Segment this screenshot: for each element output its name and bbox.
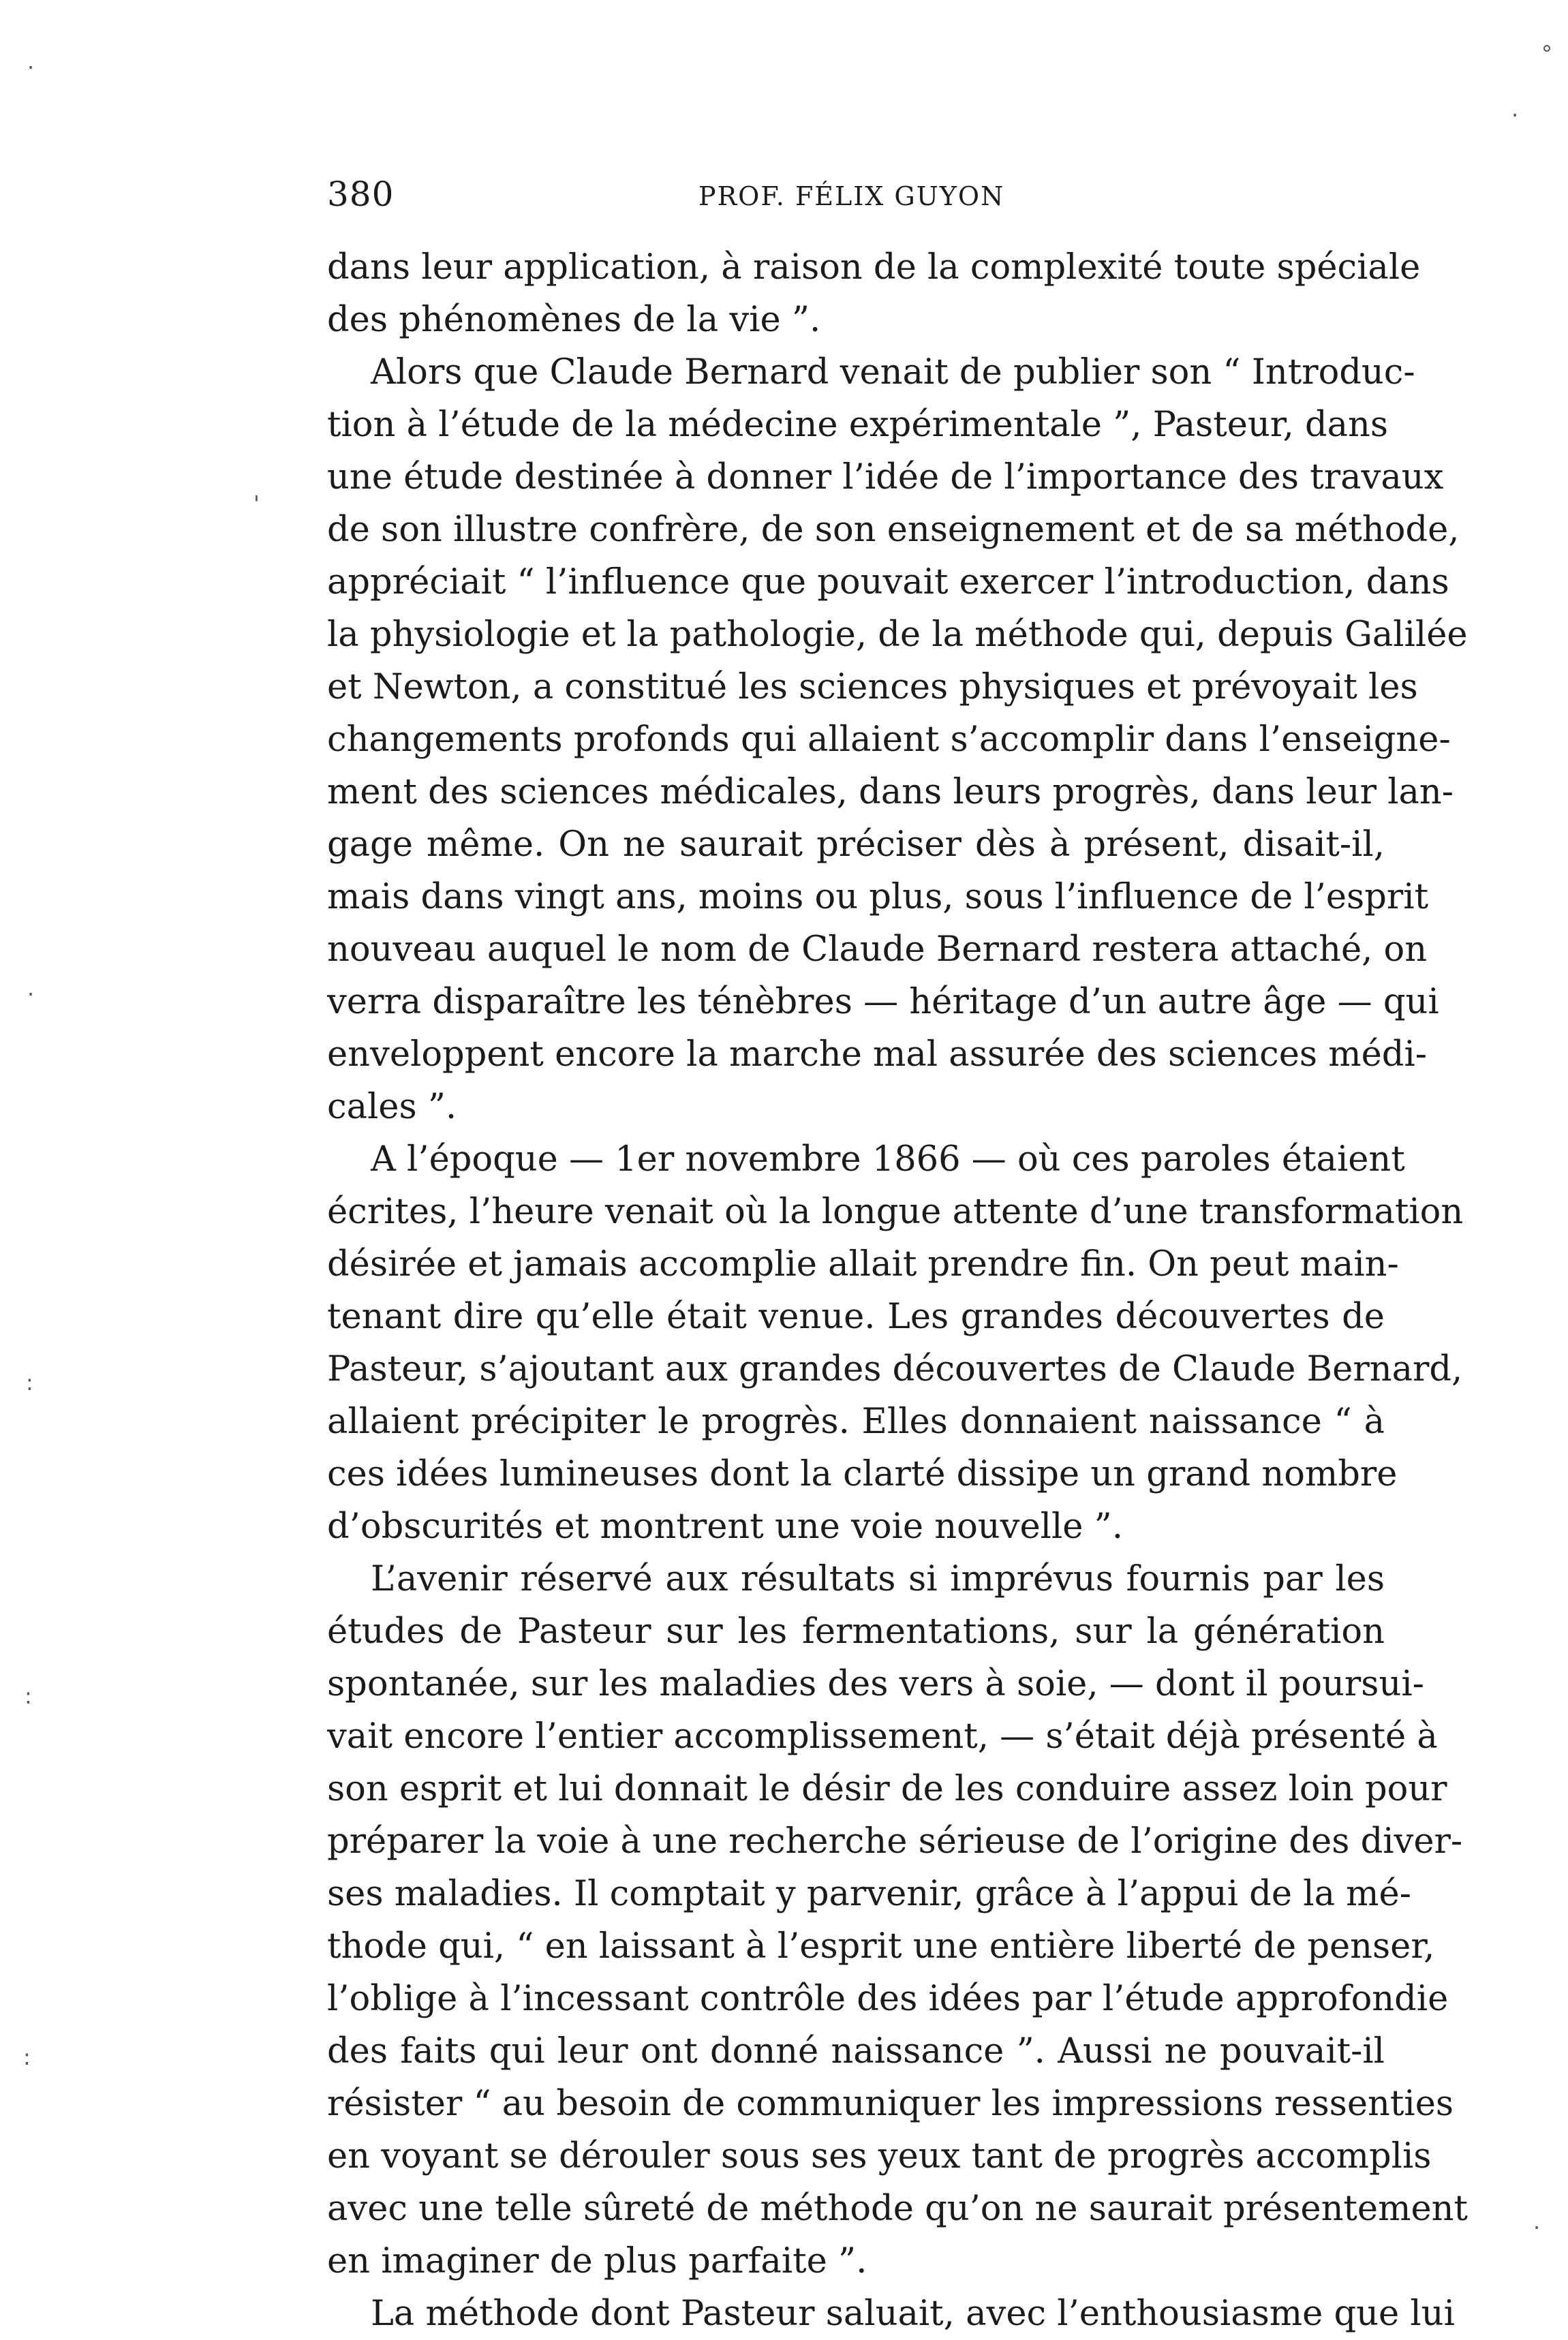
text-line: L’avenir réservé aux résultats si imprévus fournis par les: [371, 1559, 1385, 1599]
text-line: préparer la voie à une recherche sérieuse de l’origine des diver-: [327, 1821, 1463, 1862]
text-line: thode qui, “ en laissant à l’esprit une entière liberté de penser,: [327, 1926, 1435, 1967]
text-line: appréciait “ l’influence que pouvait exercer l’introduction, dans: [327, 562, 1449, 602]
page-number: 380: [327, 174, 395, 214]
text-line: vait encore l’entier accomplissement, — s’était déjà présenté à: [327, 1716, 1438, 1757]
scan-speck: :: [25, 1683, 32, 1709]
text-line: tenant dire qu’elle était venue. Les grandes découvertes de: [327, 1297, 1385, 1337]
text-line: et Newton, a constitué les sciences physiques et prévoyait les: [327, 667, 1418, 707]
text-line: cales ”.: [327, 1087, 457, 1127]
scan-speck: ·: [1511, 102, 1519, 128]
text-line: avec une telle sûreté de méthode qu’on ne saurait présentement: [327, 2189, 1468, 2229]
scan-speck: :: [26, 1370, 33, 1396]
text-line: dans leur application, à raison de la complexité toute spéciale: [327, 247, 1421, 288]
text-line: l’oblige à l’incessant contrôle des idées par l’étude approfondie: [327, 1979, 1449, 2019]
text-line: ses maladies. Il comptait y parvenir, grâce à l’appui de la mé-: [327, 1874, 1411, 1914]
text-line: nouveau auquel le nom de Claude Bernard restera attaché, on: [327, 929, 1428, 970]
text-line: de son illustre confrère, de son enseignement et de sa méthode,: [327, 510, 1460, 550]
text-line: en voyant se dérouler sous ses yeux tant de progrès accomplis: [327, 2136, 1432, 2176]
text-line: verra disparaître les ténèbres — héritage d’un autre âge — qui: [327, 982, 1439, 1022]
text-line: des faits qui leur ont donné naissance ”. Aussi ne pouvait-il: [327, 2031, 1385, 2072]
text-line: allaient précipiter le progrès. Elles donnaient naissance “ à: [327, 1402, 1385, 1442]
text-line: une étude destinée à donner l’idée de l’importance des travaux: [327, 457, 1444, 497]
text-line: en imaginer de plus parfaite ”.: [327, 2241, 867, 2281]
text-line: d’obscurités et montrent une voie nouvelle ”.: [327, 1507, 1123, 1547]
page-header: [327, 174, 1385, 229]
text-line: écrites, l’heure venait où la longue attente d’une transformation: [327, 1192, 1464, 1232]
text-line: mais dans vingt ans, moins ou plus, sous l’influence de l’esprit: [327, 877, 1429, 917]
scan-speck: ·: [27, 981, 35, 1007]
text-line: études de Pasteur sur les fermentations, sur la génération: [327, 1612, 1385, 1652]
text-line: gage même. On ne saurait préciser dès à présent, disait-il,: [327, 825, 1385, 865]
text-line: son esprit et lui donnait le désir de les conduire assez loin pour: [327, 1769, 1447, 1809]
text-line: A l’époque — 1er novembre 1866 — où ces paroles étaient: [371, 1139, 1405, 1180]
text-line: enveloppent encore la marche mal assurée des sciences médi-: [327, 1034, 1427, 1075]
text-line: résister “ au besoin de communiquer les impressions ressenties: [327, 2084, 1454, 2124]
text-line: des phénomènes de la vie ”.: [327, 300, 821, 340]
scan-speck: ·: [1533, 2215, 1541, 2241]
text-line: ces idées lumineuses dont la clarté dissipe un grand nombre: [327, 1454, 1398, 1494]
text-line: changements profonds qui allaient s’accomplir dans l’enseigne-: [327, 720, 1451, 760]
scan-speck: ': [253, 491, 260, 517]
text-line: Alors que Claude Bernard venait de publier son “ Introduc-: [371, 352, 1415, 392]
text-line: Pasteur, s’ajoutant aux grandes découvertes de Claude Bernard,: [327, 1349, 1463, 1389]
text-line: ment des sciences médicales, dans leurs progrès, dans leur lan-: [327, 772, 1454, 812]
scan-speck: ·: [27, 55, 35, 80]
body-text: [327, 241, 1468, 2340]
text-line: tion à l’étude de la médecine expérimentale ”, Pasteur, dans: [327, 405, 1389, 445]
text-line: désirée et jamais accomplie allait prendre fin. On peut main-: [327, 1244, 1399, 1284]
text-line: La méthode dont Pasteur saluait, avec l’enthousiasme que lui: [371, 2294, 1455, 2334]
text-line: la physiologie et la pathologie, de la méthode qui, depuis Galilée: [327, 615, 1468, 655]
scan-speck: °: [1541, 41, 1552, 67]
scan-speck: :: [23, 2044, 31, 2070]
text-line: spontanée, sur les maladies des vers à soie, — dont il poursui-: [327, 1664, 1424, 1704]
running-head: PROF. FÉLIX GUYON: [698, 181, 1005, 211]
